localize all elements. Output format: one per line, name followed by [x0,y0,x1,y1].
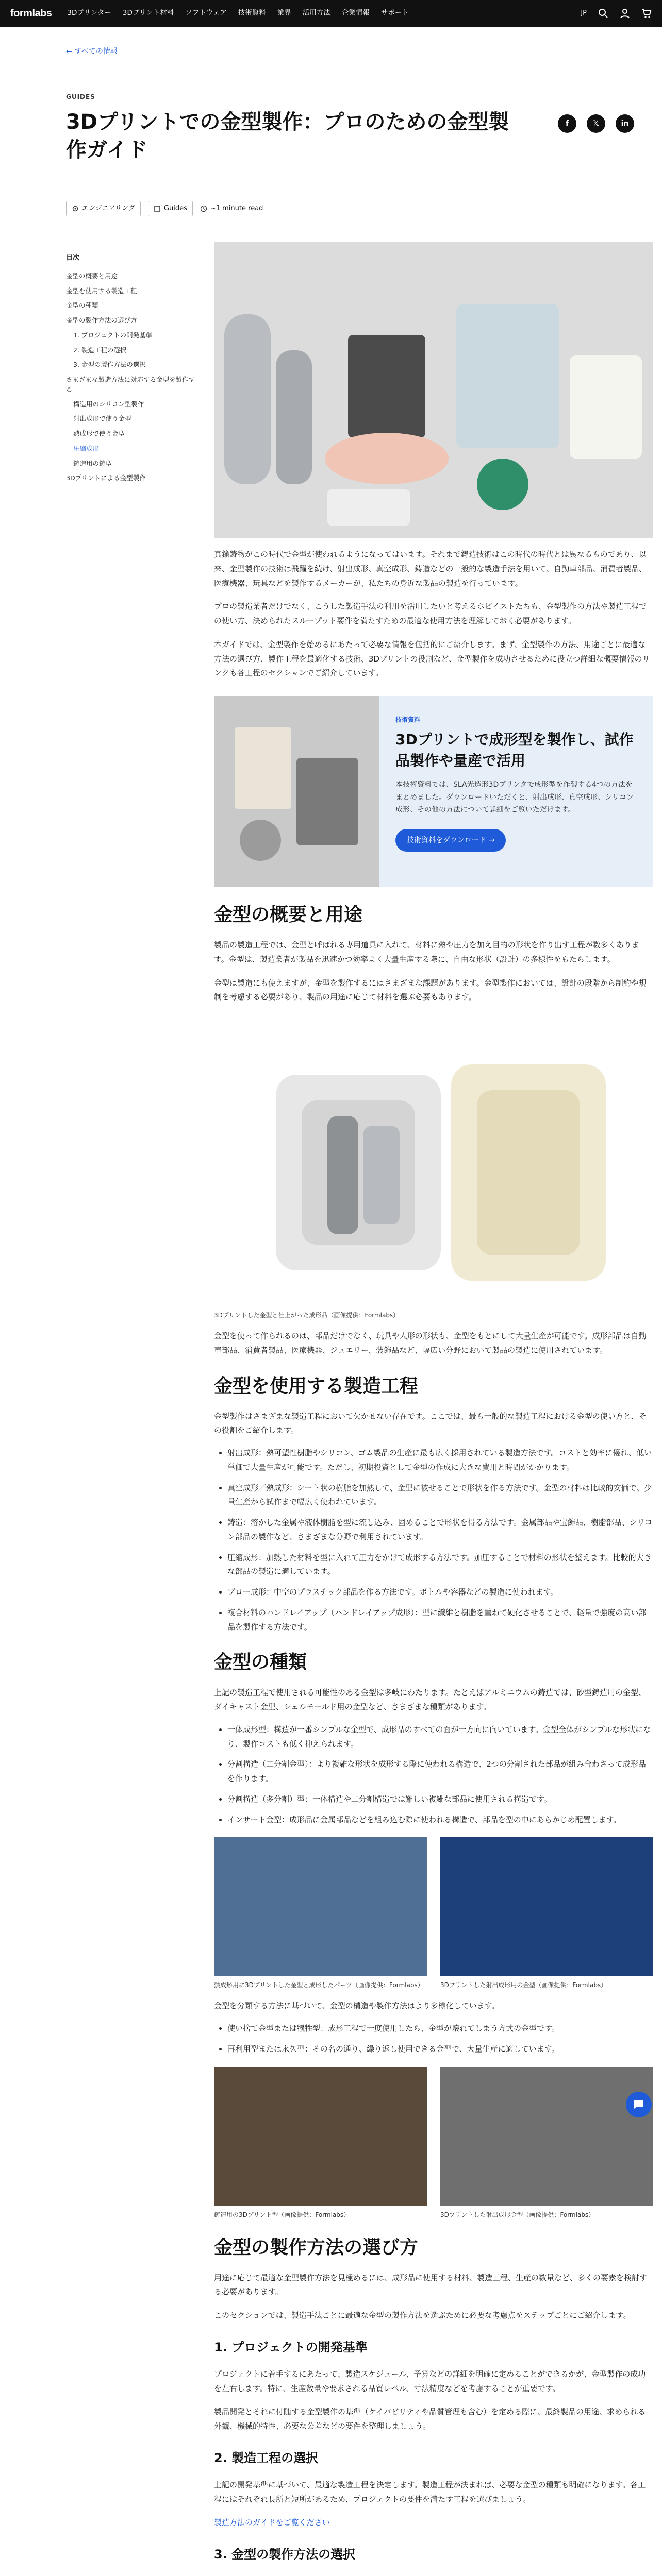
list-item: • 複合材料のハンドレイアップ（ハンドレイアップ成形）：型に繊維と樹脂を重ねて硬化させることで、軽量で強度の高い部品を製作する方法です。 [227,1606,653,1635]
section-paragraph: 金型は製造にも使えますが、金型を製作するにはさまざまな課題があります。金型製作においては、設計の段階から制約や規制を考慮する必要があり、製品の用途に応じて材料を選ぶ必要もあります。 [214,978,647,1002]
page-title: 3Dプリントでの金型製作：プロのための金型製作ガイド [66,110,509,162]
toc-item[interactable]: 2. 製造工程の選択 [73,346,127,354]
image-grid [214,1837,653,1990]
section-paragraph: プロジェクトに着手するにあたって、製造スケジュール、予算などの詳細を明確に定めることができるかが、金型製作の成功を左右します。特に、生産数量や要求される品質レベル、寸法精度などを考慮することが重要です。 [214,2369,646,2393]
image-caption: 3Dプリントした射出成形金型（画像提供：Formlabs） [440,2211,595,2218]
main-nav [67,7,581,20]
intro-paragraph: 本ガイドでは、金型製作を始めるにあたって必要な情報を包括的にご紹介します。まず、金型製作の方法、用途ごとに最適な方法の選び方、製作工程を最適化する技術、3Dプリントの役割など、金型製作を成功させるために役立つ詳細な概要情報のリンクも各工程のセクションでご紹介しています。 [214,639,650,678]
section-paragraph: 上記の開発基準に基づいて、最適な製造工程を決定します。製造工程が決まれば、必要な金型の種類も明確になります。各工程にはそれぞれ長所と短所があるため、プロジェクトの要件を満たす工程を選びましょう。 [214,2480,646,2504]
download-whitepaper-button[interactable]: 技術資料をダウンロード → [395,829,506,852]
mold-product-illustration [214,1018,653,1307]
x-share-icon[interactable]: 𝕏 [587,114,605,133]
grid-cell [440,2067,653,2219]
gear-icon [72,205,79,212]
table-of-contents [66,252,195,488]
image-caption: 3Dプリントした射出成形用の金型（画像提供：Formlabs） [440,1981,607,1989]
list-item: • 真空成形／熱成形：シート状の樹脂を加熱して、金型に被せることで形状を作る方法です。金型の材料は比較的安価で、少量生産から試作まで幅広く使われています。 [227,1481,653,1510]
mold-lifecycle-list [214,2022,653,2057]
image-caption: 鋳造用の3Dプリント型（画像提供：Formlabs） [214,2211,350,2218]
process-list [214,1446,653,1634]
nav-item-software[interactable]: ソフトウェア [185,9,227,18]
toc-item[interactable]: 金型の製作方法の選び方 [66,316,137,324]
list-item: • 一体成形型：構造が一番シンプルな金型で、成形品のすべての面が一方向に向いています。金型全体がシンプルな形状になり、製作コストも低く抑えられます。 [227,1723,653,1752]
injection-mold-image [440,1837,653,1976]
list-item: • 鋳造：溶かした金属や液体樹脂を型に流し込み、固めることで形状を得る方法です。金属部品や宝飾品、樹脂部品、シリコン部品の製作など、さまざまな分野で利用されています。 [227,1516,653,1545]
promo-title: 3Dプリントで成形型を製作し、試作品製作や量産で活用 [395,731,634,769]
list-item: • 分割構造（二分割金型）：より複雑な形状を成形する際に使われる構造で、2つの分割された部品が組み合わさって成形品を作ります。 [227,1757,653,1786]
nav-item-applications[interactable]: 活用方法 [302,9,330,18]
list-item: • 再利用型または永久型：その名の通り、繰り返し使用できる金型で、大量生産に適しています。 [227,2042,653,2057]
back-to-all-link[interactable]: ← すべての情報 [66,47,118,56]
article-body [214,242,653,2576]
promo-body: 本技術資料では、SLA光造形3Dプリンタで成形型を作製する4つの方法をまとめました。ダウンロードいただくと、射出成形、真空成形、シリコン成形、その他の方法について詳細をご覧いただけます。 [395,781,634,815]
read-time [200,203,263,215]
share-buttons [558,114,634,133]
section-paragraph: 製品の製造工程では、金型と呼ばれる専用道具に入れて、材料に熱や圧力を加え目的の形状を作り出す工程が数多くあります。金型は、製造業者が製品を迅速かつ効率よく大量生産する際に、自由な形状（設計）の多様性をもたらします。 [214,940,639,964]
thermoforming-image [214,1837,427,1976]
grid-cell [214,1837,427,1990]
facebook-share-icon[interactable]: f [558,114,576,133]
section-paragraph: 金型を使って作られるのは、部品だけでなく、玩具や人形の形状も、金型をもとにして大量生産が可能です。成形部品は自動車部品、消費者製品、医療機器、ジュエリー、装飾品など、幅広い分野において製品の製造に使用されています。 [214,1331,647,1355]
promo-text [379,696,653,887]
section-heading: 金型の概要と用途 [214,904,363,925]
toc-list [66,272,195,483]
nav-item-company[interactable]: 企業情報 [341,9,370,18]
linkedin-share-icon[interactable]: in [616,114,634,133]
list-item: • ブロー成形：中空のプラスチック部品を作る方法です。ボトルや容器などの製造に使われます。 [227,1585,653,1600]
chat-button[interactable] [626,2092,652,2117]
promo-tag: 技術資料 [395,716,421,723]
user-icon[interactable] [620,8,630,19]
clock-icon [200,205,207,212]
toc-item[interactable]: 熱成形で使う金型 [73,430,125,437]
section-heading: 金型を使用する製造工程 [214,1375,419,1397]
subsection-heading: 2. 製造工程の選択 [214,2450,319,2465]
chip-engineering-label: エンジニアリング [82,204,135,212]
toc-item[interactable]: 構造用のシリコン型製作 [73,400,144,408]
chip-guides-label: Guides [163,204,187,212]
nav-item-industries[interactable]: 業界 [277,9,291,18]
nav-item-printers[interactable]: 3Dプリンター [67,9,111,18]
subsection-heading: 1. プロジェクトの開発基準 [214,2340,368,2354]
read-time-label: ~1 minute read [210,204,263,212]
nav-item-resources[interactable]: 技術資料 [238,9,266,18]
nav-utilities [581,8,652,20]
section-heading: 金型の種類 [214,1652,307,1673]
section-paragraph: 製品開発とそれに付随する金型製作の基準（ケイパビリティや品質管理も含む）を定める際に、最終製品の用途、求められる外観、機械的特性、必要な公差などの要件を整理しましょう。 [214,2407,646,2431]
grid-cell [440,1837,653,1990]
process-guide-link[interactable]: 製造方法のガイドをご覧ください [214,2518,330,2528]
image-grid [214,2067,653,2219]
list-item: • 射出成形：熱可塑性樹脂やシリコン、ゴム製品の生産に最も広く採用されている製造方法です。コストと効率に優れ、低い単価で大量生産が可能です。ただし、初期投資として金型の作成に大きな費用と時間がかかります。 [227,1446,653,1475]
section-paragraph: 上記の製造工程で使用される可能性のある金型は多岐にわたります。たとえばアルミニウムの鋳造では、砂型鋳造用の金型、ダイキャスト金型、シェルモールド用の金型など、さまざまな種類があります。 [214,1688,647,1711]
toc-title: 目次 [66,254,80,262]
toc-item[interactable]: 金型の概要と用途 [66,272,118,280]
section-paragraph: このセクションでは、製造手法ごとに最適な金型の製作方法を選ぶために必要な考慮点をステップごとにご紹介します。 [214,2311,631,2320]
molds-illustration [214,242,653,538]
section-heading: 金型の製作方法の選び方 [214,2236,419,2258]
mold-type-list [214,1723,653,1827]
language-selector[interactable]: JP [581,9,587,17]
article-meta [66,201,263,216]
hero-image [214,242,653,538]
subsection-heading: 3. 金型の製作方法の選択 [214,2547,356,2562]
section-paragraph: 金型を分類する方法に基づいて、金型の構造や製作方法はより多様化しています。 [214,2001,500,2011]
nav-item-materials[interactable]: 3Dプリント材料 [122,9,174,18]
whitepaper-promo [214,696,653,887]
link-paragraph [214,2516,653,2530]
book-icon [154,205,161,212]
promo-image [214,696,379,887]
chip-guides[interactable] [148,201,193,216]
intro-paragraph: 真鍮鋳物がこの時代で金型が使われるようになってはいます。それまで鋳造技術はこの時代の時代とは異なるものであり、以来、金型製作の技術は飛躍を続け、射出成形、真空成形、鋳造などの一般的な製造手法を用いて、自動車部品、消費者製品、医療機器、玩具などを製作するメーカーが、私たちの身近な製品の製造を行っています。 [214,550,647,588]
chip-engineering[interactable] [66,201,141,216]
image-caption: 熱成形用に3Dプリントした金型と成形したパーツ（画像提供：Formlabs） [214,1981,424,1989]
toc-item[interactable]: 射出成形で使う金型 [73,415,131,423]
promo-illustration [214,696,379,887]
intro-paragraph: プロの製造業者だけでなく、こうした製造手法の利用を活用したいと考えるホビイストたちも、金型製作の方法や製造工程での使い方、決められたスループット要件を満たすための最適な使用方法を理解しておく必要があります。 [214,602,647,625]
list-item: • 使い捨て金型または犠牲型：成形工程で一度使用したら、金型が壊れてしまう方式の金型です。 [227,2022,653,2036]
list-item: • 圧縮成形：加熱した材料を型に入れて圧力をかけて成形する方法です。加圧することで材料の形状を整えます。比較的大きな部品の製造に適しています。 [227,1551,653,1580]
mold-product-image [214,1018,653,1307]
search-icon[interactable] [598,8,608,19]
toc-item[interactable]: さまざまな製造方法に対応する金型を製作する [66,376,195,393]
toc-item[interactable]: 鋳造用の鋳型 [73,459,112,467]
list-item: • 分割構造（多分割）型：一体構造や二分割構造では難しい複雑な部品に使用される構造です。 [227,1792,653,1807]
toc-item[interactable]: 金型を使用する製造工程 [66,286,137,295]
injection-mold-image-2 [440,2067,653,2206]
section-paragraph: 金型製作はさまざまな製造工程において欠かせない存在です。ここでは、最も一般的な製造工程における金型の使い方と、その役割をご紹介します。 [214,1411,647,1435]
chat-bubble-icon [633,2098,645,2111]
cart-icon[interactable] [641,8,652,19]
list-item: • インサート金型：成形品に金属部品などを組み込む際に使われる構造で、部品を型の中にあらかじめ配置します。 [227,1813,653,1827]
category-label: GUIDES [66,93,95,100]
toc-item[interactable]: 3Dプリントによる金型製作 [66,474,146,482]
nav-item-support[interactable]: サポート [380,9,409,18]
toc-item-active[interactable]: 圧縮成形 [73,444,100,452]
casting-image [214,2067,427,2206]
image-caption: 3Dプリントした金型と仕上がった成形品（画像提供：Formlabs） [214,1312,400,1319]
toc-item[interactable]: 3. 金型の製作方法の選択 [73,361,146,369]
formlabs-logo[interactable]: formlabs [10,7,52,19]
top-navigation [0,0,662,27]
toc-item[interactable]: 1. プロジェクトの開発基準 [73,331,153,339]
toc-item[interactable]: 金型の種類 [66,301,98,310]
grid-cell [214,2067,427,2219]
section-paragraph: 用途に応じて最適な金型製作方法を見極めるには、成形品に使用する材料、製造工程、生産の数量など、多くの要素を検討する必要があります。 [214,2273,648,2297]
